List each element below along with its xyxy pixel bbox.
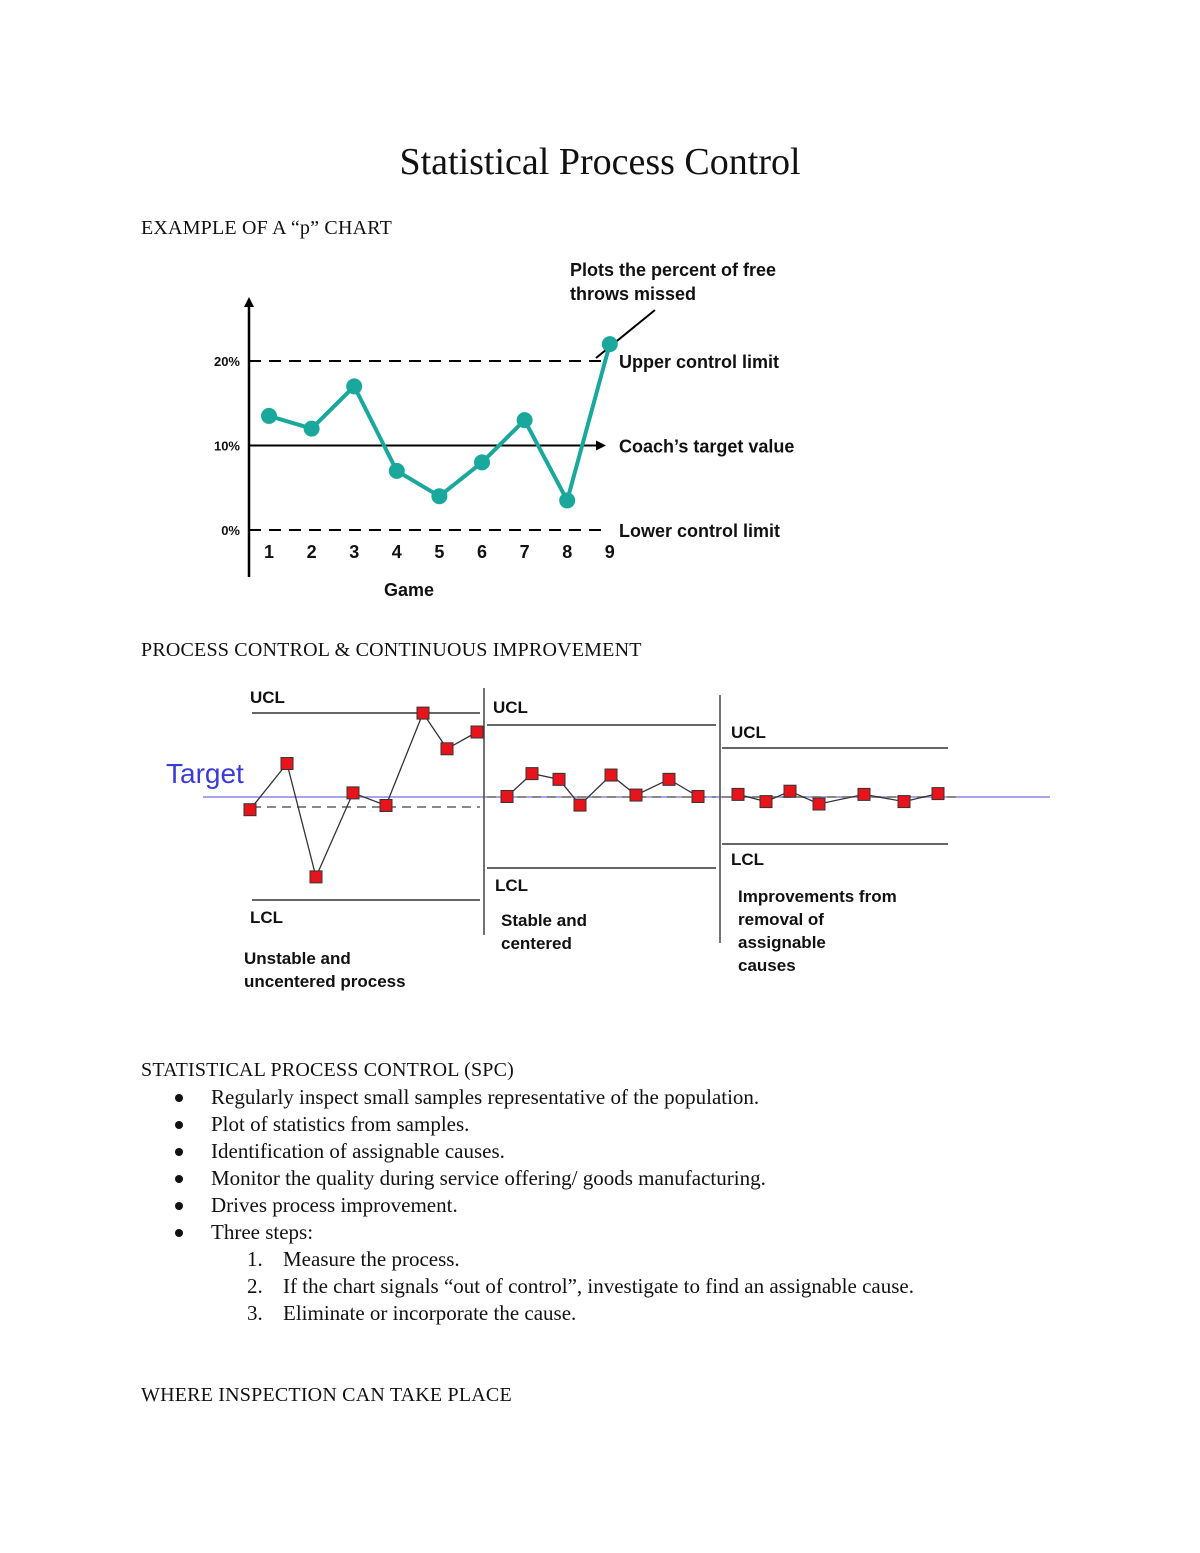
x-tick-label: 6 (476, 542, 488, 562)
target-label: Target (166, 758, 244, 789)
annotation-text: throws missed (570, 284, 697, 304)
data-point (471, 726, 483, 738)
list-item: Regularly inspect small samples representative of the population. (175, 1084, 914, 1111)
x-tick-label: 2 (306, 542, 317, 562)
step-text: If the chart signals “out of control”, investigate to find an assignable cause. (283, 1274, 914, 1298)
list-item: Drives process improvement. (175, 1192, 914, 1219)
x-axis-label: Game (383, 580, 435, 600)
data-point (417, 707, 429, 719)
data-point (784, 785, 796, 797)
panel-caption: uncentered process (244, 972, 406, 991)
data-point (501, 791, 513, 803)
x-tick-label: 3 (349, 542, 360, 562)
panel-caption: Unstable and (244, 949, 351, 968)
ucl-label: UCL (493, 698, 528, 717)
data-point (380, 800, 392, 812)
data-point (605, 769, 617, 781)
data-point (732, 788, 744, 800)
data-point (932, 788, 944, 800)
section-heading-p-chart: EXAMPLE OF A “p” CHART (141, 217, 392, 239)
section-heading-process-control: PROCESS CONTROL & CONTINUOUS IMPROVEMENT (141, 639, 642, 661)
x-tick-label: 5 (434, 542, 445, 562)
list-item: Plot of statistics from samples. (175, 1111, 914, 1138)
x-tick-label: 4 (391, 542, 402, 562)
reference-line-label: Upper control limit (619, 352, 780, 372)
data-point (553, 773, 565, 785)
section-heading-spc: STATISTICAL PROCESS CONTROL (SPC) (141, 1059, 515, 1081)
step-item (247, 1300, 914, 1327)
x-tick-label: 1 (263, 542, 275, 562)
reference-line-label: Coach’s target value (619, 436, 795, 457)
lcl-label: LCL (731, 850, 765, 869)
reference-line-label: Lower control limit (619, 521, 781, 541)
series-line (250, 713, 477, 877)
panel-caption: assignable (738, 933, 826, 952)
lcl-label: LCL (250, 908, 284, 927)
ucl-label: UCL (250, 688, 285, 707)
data-point (244, 804, 256, 816)
data-point (441, 743, 453, 755)
x-tick-label: 8 (562, 542, 573, 562)
step-number: 2. (247, 1274, 263, 1298)
lcl-label: LCL (495, 876, 529, 895)
annotation-text: Plots the percent of free (570, 260, 777, 280)
steps-list (211, 1246, 914, 1327)
step-number: 3. (247, 1301, 263, 1325)
data-point (526, 768, 538, 780)
y-tick-label: 20% (213, 354, 240, 369)
panel-caption: removal of (738, 910, 824, 929)
panel-caption: Improvements from (738, 887, 897, 906)
list-item: Identification of assignable causes. (175, 1138, 914, 1165)
section-heading-inspection: WHERE INSPECTION CAN TAKE PLACE (141, 1384, 512, 1406)
data-point (898, 796, 910, 808)
step-number: 1. (247, 1247, 263, 1271)
data-point (813, 798, 825, 810)
list-item (175, 1219, 914, 1327)
x-tick-label: 9 (604, 542, 615, 562)
data-point (692, 791, 704, 803)
panel-caption: Stable and (501, 911, 587, 930)
y-tick-label: 10% (213, 438, 240, 454)
step-text: Eliminate or incorporate the cause. (283, 1301, 577, 1325)
data-point (630, 789, 642, 801)
ucl-label: UCL (731, 723, 766, 742)
page-title: Statistical Process Control (399, 141, 801, 183)
data-point (663, 773, 675, 785)
list-item: Monitor the quality during service offering/ goods manufacturing. (175, 1165, 914, 1192)
step-text: Measure the process. (283, 1247, 460, 1271)
spc-bullet-list (175, 1084, 914, 1327)
data-point (574, 799, 586, 811)
data-point (858, 788, 870, 800)
data-point (281, 758, 293, 770)
data-point (760, 796, 772, 808)
panel-caption: centered (501, 934, 572, 953)
data-point (347, 787, 359, 799)
list-item-text: Three steps: (211, 1220, 314, 1244)
x-tick-label: 7 (519, 542, 530, 562)
step-item (247, 1246, 914, 1273)
step-item (247, 1273, 914, 1300)
panel-caption: causes (738, 956, 796, 975)
data-point (310, 871, 322, 883)
y-tick-label: 0% (221, 523, 240, 538)
